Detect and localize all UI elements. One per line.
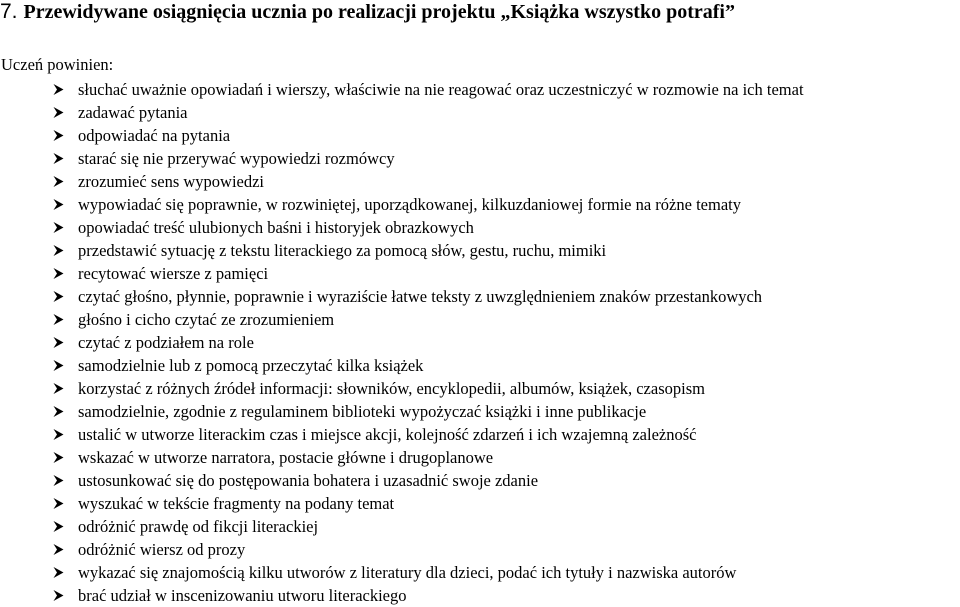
list-item-text: samodzielnie lub z pomocą przeczytać kilka książek	[78, 355, 424, 375]
list-item	[0, 193, 804, 216]
arrowhead-bullet-icon	[0, 451, 78, 464]
arrowhead-bullet-icon	[0, 175, 78, 188]
list-item-text: wypowiadać się poprawnie, w rozwiniętej, uporządkowanej, kilkuzdaniowej formie na różne tematy	[78, 194, 741, 214]
arrowhead-bullet-icon	[0, 83, 78, 96]
list-item	[0, 239, 804, 262]
list-item-text: samodzielnie, zgodnie z regulaminem biblioteki wypożyczać książki i inne publikacje	[78, 401, 647, 421]
list-item	[0, 262, 804, 285]
list-item-text: słuchać uważnie opowiadań i wierszy, właściwie na nie reagować oraz uczestniczyć w rozmowie na ich temat	[78, 79, 804, 99]
list-item-text: brać udział w inscenizowaniu utworu literackiego	[78, 585, 407, 605]
list-item	[0, 147, 804, 170]
arrowhead-bullet-icon	[0, 589, 78, 602]
list-item	[0, 216, 804, 239]
list-item	[0, 308, 804, 331]
list-item-text: wskazać w utworze narratora, postacie główne i drugoplanowe	[78, 447, 494, 467]
list-item	[0, 423, 804, 446]
list-item	[0, 446, 804, 469]
arrowhead-bullet-icon	[0, 428, 78, 441]
arrowhead-bullet-icon	[0, 520, 78, 533]
intro-text: Uczeń powinien:	[1, 55, 114, 74]
list-item-text: korzystać z różnych źródeł informacji: słowników, encyklopedii, albumów, książek, czasopism	[78, 378, 705, 398]
list-item	[0, 101, 804, 124]
list-item	[0, 377, 804, 400]
list-item	[0, 170, 804, 193]
list-item-text: odróżnić wiersz od prozy	[78, 539, 246, 559]
list-item-text: odpowiadać na pytania	[78, 125, 231, 145]
list-item-text: wykazać się znajomością kilku utworów z literatury dla dzieci, podać ich tytuły i nazwiska autorów	[78, 562, 737, 582]
list-item-text: odróżnić prawdę od fikcji literackiej	[78, 516, 319, 536]
list-item	[0, 285, 804, 308]
list-item	[0, 515, 804, 538]
arrowhead-bullet-icon	[0, 543, 78, 556]
arrowhead-bullet-icon	[0, 244, 78, 257]
list-item	[0, 331, 804, 354]
list-item	[0, 469, 804, 492]
skills-list	[0, 78, 804, 607]
arrowhead-bullet-icon	[0, 405, 78, 418]
list-item	[0, 354, 804, 377]
list-item-text: recytować wiersze z pamięci	[78, 263, 269, 283]
arrowhead-bullet-icon	[0, 336, 78, 349]
list-item-text: ustosunkować się do postępowania bohatera i uzasadnić swoje zdanie	[78, 470, 539, 490]
arrowhead-bullet-icon	[0, 152, 78, 165]
list-item-text: przedstawić sytuację z tekstu literackiego za pomocą słów, gestu, ruchu, mimiki	[78, 240, 607, 260]
list-item-text: czytać z podziałem na role	[78, 332, 254, 352]
arrowhead-bullet-icon	[0, 221, 78, 234]
arrowhead-bullet-icon	[0, 359, 78, 372]
list-item	[0, 584, 804, 607]
list-item-text: opowiadać treść ulubionych baśni i historyjek obrazkowych	[78, 217, 474, 237]
arrowhead-bullet-icon	[0, 290, 78, 303]
arrowhead-bullet-icon	[0, 474, 78, 487]
list-item-text: czytać głośno, płynnie, poprawnie i wyraziście łatwe teksty z uwzględnieniem znaków przestankowych	[78, 286, 763, 306]
arrowhead-bullet-icon	[0, 198, 78, 211]
arrowhead-bullet-icon	[0, 497, 78, 510]
list-item-text: zrozumieć sens wypowiedzi	[78, 171, 265, 191]
arrowhead-bullet-icon	[0, 106, 78, 119]
list-item	[0, 124, 804, 147]
section-title: Przewidywane osiągnięcia ucznia po realizacji projektu „Książka wszystko potrafi”	[23, 1, 735, 23]
list-item-text: głośno i cicho czytać ze zrozumieniem	[78, 309, 335, 329]
arrowhead-bullet-icon	[0, 129, 78, 142]
list-item	[0, 492, 804, 515]
list-item-text: wyszukać w tekście fragmenty na podany temat	[78, 493, 395, 513]
section-heading	[0, 0, 735, 30]
list-item	[0, 561, 804, 584]
section-number: 7.	[0, 0, 18, 23]
list-item-text: starać się nie przerywać wypowiedzi rozmówcy	[78, 148, 395, 168]
arrowhead-bullet-icon	[0, 382, 78, 395]
list-item	[0, 78, 804, 101]
arrowhead-bullet-icon	[0, 566, 78, 579]
arrowhead-bullet-icon	[0, 267, 78, 280]
list-item-text: ustalić w utworze literackim czas i miejsce akcji, kolejność zdarzeń i ich wzajemną zależność	[78, 424, 697, 444]
arrowhead-bullet-icon	[0, 313, 78, 326]
list-item-text: zadawać pytania	[78, 102, 188, 122]
list-item	[0, 538, 804, 561]
list-item	[0, 400, 804, 423]
